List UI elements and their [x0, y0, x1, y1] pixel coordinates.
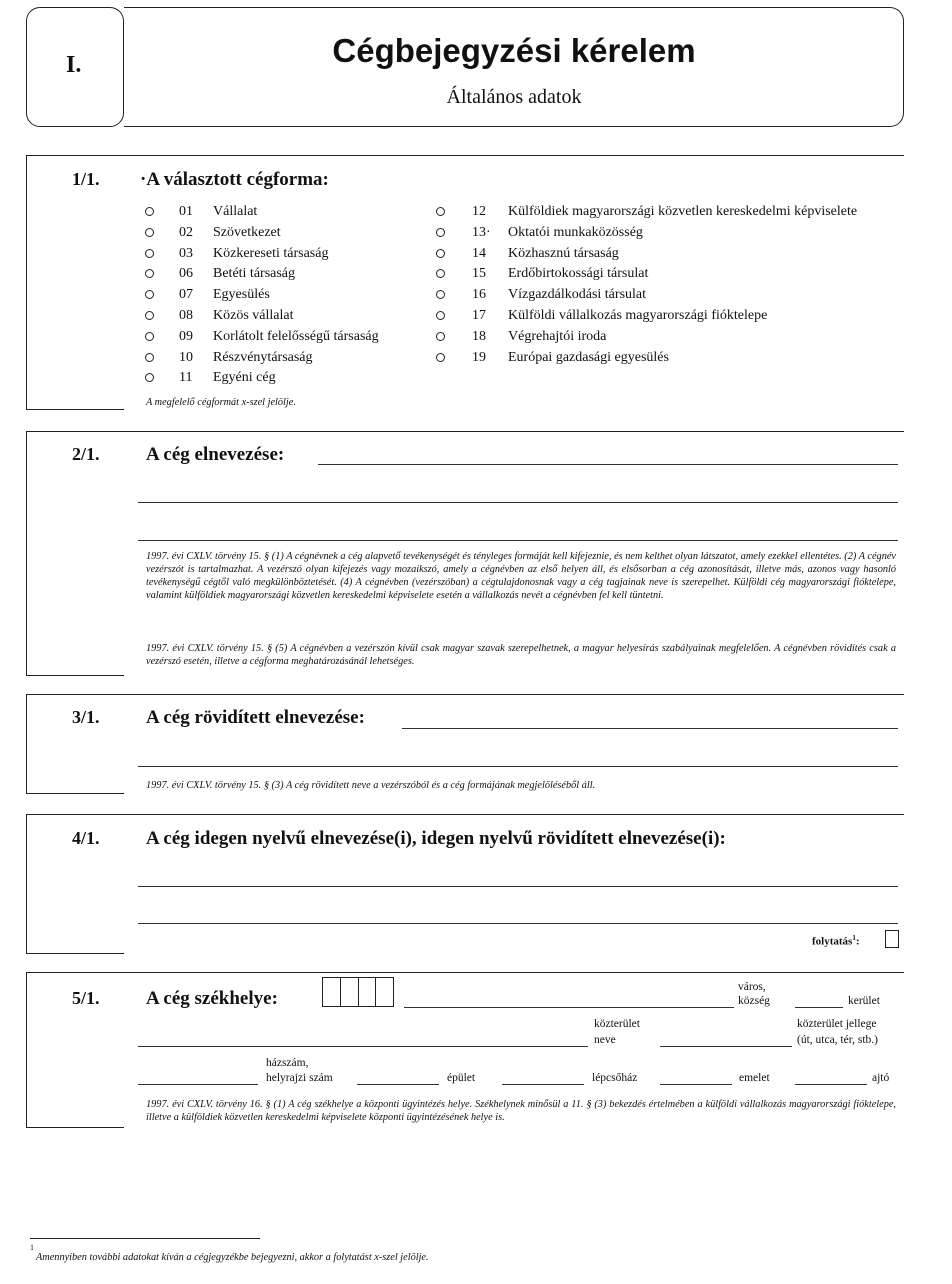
staircase-label: lépcsőház: [592, 1072, 638, 1084]
district-label: kerület: [848, 995, 880, 1007]
company-form-code: 07: [179, 287, 193, 303]
company-form-label: Egyesülés: [213, 287, 270, 303]
street-type-field[interactable]: [660, 1046, 792, 1047]
section-2-title: A cég elnevezése:: [146, 444, 285, 465]
company-form-label: Erdőbirtokossági társulat: [508, 266, 649, 282]
company-form-label: Európai gazdasági egyesülés: [508, 349, 669, 365]
short-name-line-2[interactable]: [138, 766, 898, 767]
section-4-top-bar: [124, 814, 904, 815]
company-form-code: 11: [179, 370, 193, 386]
street-type-label-1: közterület jellege: [797, 1018, 877, 1030]
company-form-label: Közkereseti társaság: [213, 245, 329, 261]
company-form-code: 09: [179, 328, 193, 344]
company-form-code: 10: [179, 349, 193, 365]
header-section-number: I.: [66, 52, 82, 78]
company-form-label: Külföldiek magyarországi közvetlen kereskedelmi képviselete: [508, 204, 858, 219]
section-5-top-bar: [124, 972, 904, 973]
company-form-radio-01[interactable]: [145, 207, 154, 216]
company-name-line-2[interactable]: [138, 502, 898, 503]
section-3-number: 3/1.: [72, 707, 100, 727]
section-3-note: 1997. évi CXLV. törvény 15. § (3) A cég rövidített neve a vezérszóból és a cég formájának megjelöléséből áll.: [146, 780, 596, 791]
street-name-label-2: neve: [594, 1034, 616, 1046]
footnote-text: Amennyiben további adatokat kíván a cégjegyzékbe bejegyezni, akkor a folytatást x-szel jelölje.: [36, 1252, 429, 1263]
continuation-checkbox[interactable]: [885, 930, 899, 948]
foreign-name-line-1[interactable]: [138, 886, 898, 887]
short-name-line-1[interactable]: [402, 728, 898, 729]
city-label-2: község: [738, 995, 770, 1007]
section-3-top-bar: [124, 694, 904, 695]
company-form-code: 18: [472, 328, 486, 344]
postal-code-digit-2[interactable]: [341, 978, 359, 1006]
floor-field[interactable]: [660, 1084, 732, 1085]
company-form-code: 08: [179, 308, 193, 323]
company-form-radio-03[interactable]: [145, 249, 154, 258]
continuation-label: folytatás$^1$:: [812, 934, 860, 948]
section-5-number: 5/1.: [72, 988, 100, 1008]
staircase-field[interactable]: [502, 1084, 584, 1085]
door-field[interactable]: [795, 1084, 867, 1085]
company-form-label: Külföldi vállalkozás magyarországi fióktelepe: [508, 308, 768, 323]
company-form-label: Vállalat: [213, 204, 258, 219]
company-form-label: Közhasznú társaság: [508, 245, 619, 261]
company-form-radio-17[interactable]: [436, 311, 445, 320]
section-5-note: 1997. évi CXLV. törvény 16. § (1) A cég székhelye a központi ügyintézés helye. Székhelynek minősül a 11. § (3) bekezdés értelmében a külföldi vállalkozás magyarországi fióktelepe, illetve a külföldiek közvetlen kereskedelmi képviselete központi ügyintézésének helye is.: [146, 1099, 896, 1123]
city-label-1: város,: [738, 981, 766, 993]
company-form-radio-09[interactable]: [145, 332, 154, 341]
house-number-label-1: házszám,: [266, 1057, 309, 1069]
section-5-title: A cég székhelye:: [146, 988, 278, 1009]
company-form-radio-10[interactable]: [145, 353, 154, 362]
company-form-label: Végrehajtói iroda: [508, 328, 607, 344]
company-form-label: Oktatói munkaközösség: [508, 224, 643, 240]
postal-code-digit-3[interactable]: [359, 978, 377, 1006]
company-form-label: Egyéni cég: [213, 370, 276, 386]
company-form-code: 19: [472, 349, 486, 365]
company-form-radio-13[interactable]: [436, 228, 445, 237]
section-2-number: 2/1.: [72, 444, 100, 464]
postal-code-digit-1[interactable]: [323, 978, 341, 1006]
company-form-radio-18[interactable]: [436, 332, 445, 341]
street-type-label-2: (út, utca, tér, stb.): [797, 1034, 878, 1046]
street-name-label-1: közterület: [594, 1018, 640, 1030]
footnote-divider: [30, 1238, 260, 1239]
company-form-label: Vízgazdálkodási társulat: [508, 287, 647, 303]
section-1-title: ·A választott cégforma:: [140, 169, 329, 190]
company-form-radio-19[interactable]: [436, 353, 445, 362]
company-form-label: Közös vállalat: [213, 308, 294, 323]
building-label: épület: [447, 1072, 476, 1084]
house-number-field[interactable]: [138, 1084, 258, 1085]
city-field[interactable]: [404, 1007, 734, 1008]
section-4-title: A cég idegen nyelvű elnevezése(i), idegen nyelvű rövidített elnevezése(i):: [146, 828, 726, 849]
company-form-radio-07[interactable]: [145, 290, 154, 299]
section-2-note-2: 1997. évi CXLV. törvény 15. § (5) A cégnévben a vezérszón kívül csak magyar szavak szerepelhetnek, a magyar helyesírás szabályainak megfelelően. A cégnévben rövidítés csak a vezérszó esetén, illetve a cégforma meghatározásánál lehetséges.: [146, 643, 896, 667]
company-form-radio-02[interactable]: [145, 228, 154, 237]
section-1-number-box: [26, 155, 124, 410]
building-field[interactable]: [357, 1084, 439, 1085]
company-form-code: 01: [179, 204, 193, 219]
section-3-title: A cég rövidített elnevezése:: [146, 707, 365, 728]
company-form-code: 15: [472, 266, 486, 282]
company-form-code: 16: [472, 287, 486, 303]
company-form-label: Betéti társaság: [213, 266, 296, 282]
postal-code-boxes[interactable]: [322, 977, 394, 1007]
section-2-top-bar: [124, 431, 904, 432]
company-form-radio-08[interactable]: [145, 311, 154, 320]
footnote-ref: 1: [852, 934, 856, 942]
postal-code-digit-4[interactable]: [376, 978, 393, 1006]
company-form-code: 02: [179, 224, 193, 240]
company-form-code: 13·: [472, 224, 491, 240]
company-form-label: Részvénytársaság: [213, 349, 313, 365]
company-name-line-3[interactable]: [138, 540, 898, 541]
street-name-field[interactable]: [138, 1046, 588, 1047]
company-name-line-1[interactable]: [318, 464, 898, 465]
foreign-name-line-2[interactable]: [138, 923, 898, 924]
company-form-radio-11[interactable]: [145, 373, 154, 382]
company-form-label: Szövetkezet: [213, 224, 281, 240]
company-form-radio-15[interactable]: [436, 269, 445, 278]
company-form-code: 03: [179, 245, 193, 261]
page-subtitle: Általános adatok: [446, 86, 582, 108]
floor-label: emelet: [739, 1072, 770, 1084]
district-field[interactable]: [795, 1007, 843, 1008]
house-number-label-2: helyrajzi szám: [266, 1072, 333, 1084]
company-form-code: 14: [472, 245, 486, 261]
section-4-number: 4/1.: [72, 828, 100, 848]
door-label: ajtó: [872, 1072, 890, 1084]
company-form-code: 12: [472, 204, 486, 219]
company-form-label: Korlátolt felelősségű társaság: [213, 328, 379, 344]
section-2-note-1: 1997. évi CXLV. törvény 15. § (1) A cégnévnek a cég alapvető tevékenységét és tényleges formáját kell kifejeznie, és nem kelthet olyan látszatot, amely ezekkel ellentétes. (2) A cégnév vezérszót is tartalmazhat. A vezérszó olyan kifejezés vagy mozaikszó, amely a cégnévben az első helyen áll, és elsősorban a cég azonosítását, illetve más, azonos vagy hasonló tevékenységű cégtől való megkülönböztetését. (4) A cégnévben (vezérszóban) a cégtulajdonosnak vagy a cég tagjainak neve is szerepelhet. Külföldi cég magyarországi fióktelepe, valamint külföldiek magyarországi közvetlen kereskedelmi képviselete esetén a vállalkozás nevét a cégnévben fel kell tüntetni.: [146, 551, 896, 601]
section-1-number: 1/1.: [72, 169, 100, 189]
company-form-radio-06[interactable]: [145, 269, 154, 278]
company-form-code: 06: [179, 266, 193, 282]
company-form-radio-14[interactable]: [436, 249, 445, 258]
section-1-note: A megfelelő cégformát x-szel jelölje.: [146, 397, 296, 408]
company-form-code: 17: [472, 308, 486, 323]
footnote-mark: 1: [30, 1243, 34, 1252]
page-title: Cégbejegyzési kérelem: [332, 32, 696, 69]
section-1-top-bar: [124, 155, 904, 156]
section-2-number-box: [26, 431, 124, 676]
company-form-radio-16[interactable]: [436, 290, 445, 299]
company-form-radio-12[interactable]: [436, 207, 445, 216]
